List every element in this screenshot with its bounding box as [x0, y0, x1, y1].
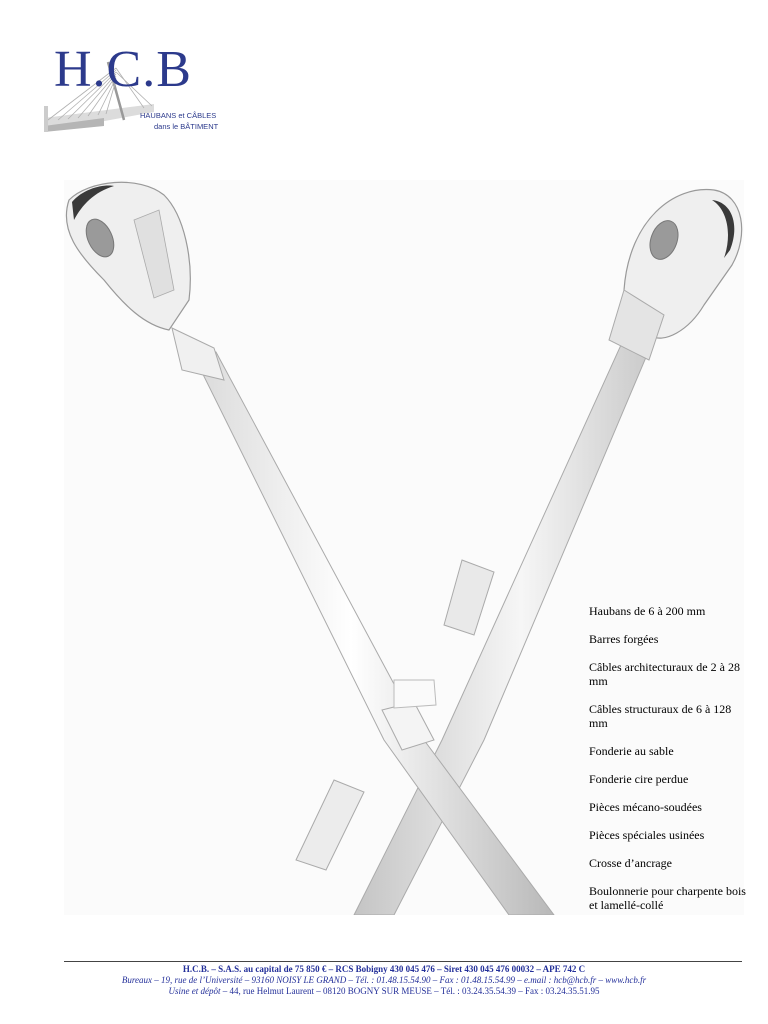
list-item: Boulonnerie pour charpente bois et lamellé-collé — [589, 884, 746, 912]
list-item: Pièces spéciales usinées — [589, 828, 705, 842]
list-item: Câbles structuraux de 6 à 128 mm — [589, 702, 732, 730]
list-item: Pièces mécano-soudées — [589, 800, 702, 814]
logo-title: H.C.B — [54, 41, 192, 98]
footer-factory-label: Usine et dépôt — [168, 986, 221, 996]
footer — [0, 964, 768, 997]
footer-factory-address: – 44, rue Helmut Laurent – 08120 BOGNY SUR MEUSE – Tél. : 03.24.35.54.39 – Fax : 03.24.35.51.95 — [220, 986, 600, 996]
footer-office-line: Bureaux – 19, rue de l’Université – 93160 NOISY LE GRAND – Tél. : 01.48.15.54.90 – Fax : 01.48.15.54.99 – e.mail : hcb@hcb.fr – www.hcb.fr — [121, 975, 647, 985]
company-logo — [44, 40, 224, 140]
footer-factory-line — [0, 986, 768, 997]
footer-legal-line: H.C.B. – S.A.S. au capital de 75 850 € – RCS Bobigny 430 045 476 – Siret 430 045 476 00032 – APE 742 C — [182, 964, 586, 974]
list-item: Fonderie au sable — [589, 744, 674, 758]
list-item: Fonderie cire perdue — [589, 772, 689, 786]
list-item: Câbles architecturaux de 2 à 28 mm — [589, 660, 740, 688]
product-list — [589, 604, 749, 926]
list-item: Crosse d’ancrage — [589, 856, 672, 870]
list-item: Barres forgées — [589, 632, 659, 646]
footer-divider — [64, 961, 742, 962]
logo-tagline-1: HAUBANS et CÂBLES — [140, 111, 217, 120]
list-item: Haubans de 6 à 200 mm — [589, 604, 706, 618]
logo-tagline-2: dans le BÂTIMENT — [154, 122, 219, 131]
